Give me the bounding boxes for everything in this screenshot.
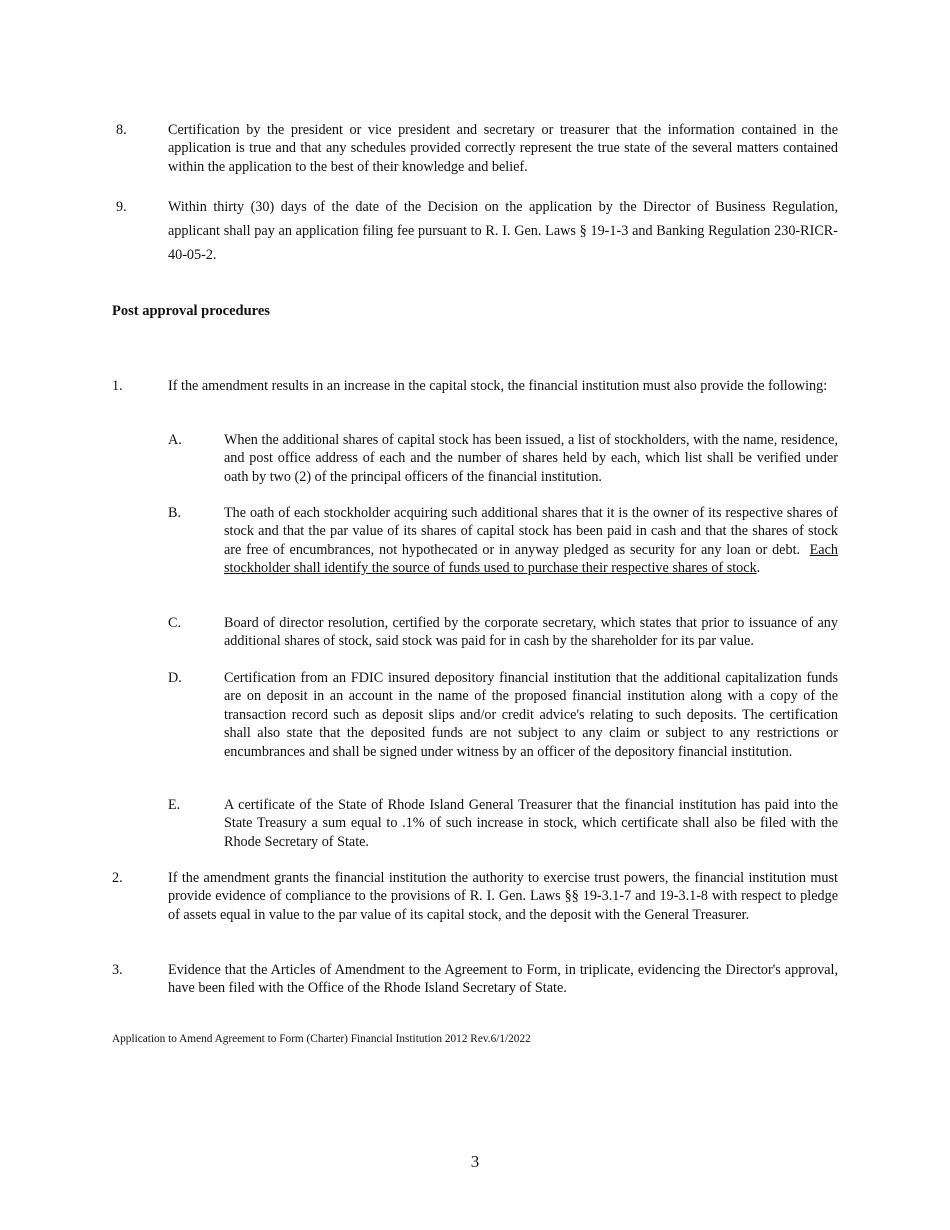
item-text: When the additional shares of capital stock has been issued, a list of stockholders, with the name, residence, and post office address of each and the number of shares held by each, which list shall be verified under oath by two (2) of the principal officers of the financial institution. (224, 432, 838, 485)
page-number: 3 (470, 1152, 480, 1171)
item-letter: E. (168, 797, 181, 813)
item-number: 1. (112, 378, 123, 394)
item-text-plain: The oath of each stockholder acquiring such additional shares that it is the owner of its respective shares of stock and that the par value of its shares of capital stock has been paid in cash and that the shares of stock are free of encumbrances, not hypothecated or in anyway pledged as security for any loan or debt. (224, 505, 838, 558)
item-text-end: . (756, 560, 761, 577)
item-letter: A. (168, 432, 182, 448)
item-text: If the amendment grants the financial institution the authority to exercise trust powers, the financial institution must provide evidence of compliance to the provisions of R. I. Gen. Laws §§ 19-3.1-7 and 19-3.1-8 with respect to pledge of assets equal in value to the par value of its capital stock, and the deposit with the General Treasurer. (168, 870, 838, 923)
section-heading: Post approval procedures (112, 303, 270, 319)
item-letter: D. (168, 670, 182, 686)
item-text: Board of director resolution, certified by the corporate secretary, which states that prior to issuance of any additional shares of stock, said stock was paid for in cash by the shareholder for its par value. (224, 615, 838, 650)
item-text: A certificate of the State of Rhode Island General Treasurer that the financial institution has paid into the State Treasury a sum equal to .1% of such increase in stock, which certificate shall also be filed with the Rhode Secretary of State. (224, 797, 838, 850)
item-text: Evidence that the Articles of Amendment to the Agreement to Form, in triplicate, evidencing the Director's approval, have been filed with the Office of the Rhode Island Secretary of State. (168, 962, 838, 997)
footer-text: Application to Amend Agreement to Form (Charter) Financial Institution 2012 Rev.6/1/2022 (112, 1033, 531, 1045)
item-text: Certification by the president or vice president and secretary or treasurer that the information contained in the application is true and that any schedules provided correctly represent the true state of the several matters contained within the application to the best of their knowledge and belief. (168, 122, 838, 175)
item-number: 2. (112, 870, 123, 886)
item-letter: C. (168, 615, 182, 631)
item-number: 3. (112, 962, 123, 978)
item-number: 9. (116, 199, 127, 215)
item-text: If the amendment results in an increase in the capital stock, the financial institution must also provide the following: (168, 378, 828, 394)
item-text (224, 504, 838, 578)
item-text-underlined: Each stockholder shall identify the source of funds used to purchase their respective shares of stock (224, 541, 838, 577)
item-text: Certification from an FDIC insured depository financial institution that the additional capitalization funds are on deposit in an account in the name of the proposed financial institution along with a copy of the transaction record such as deposit slips and/or credit advice's relating to such deposits. The certification shall also state that the deposited funds are not subject to any claim or subject to any restrictions or encumbrances and shall be signed under witness by an officer of the depository financial institution. (224, 670, 838, 760)
item-number: 8. (116, 122, 127, 138)
item-letter: B. (168, 505, 182, 521)
item-text: Within thirty (30) days of the date of the Decision on the application by the Director of Business Regulation, applicant shall pay an application filing fee pursuant to R. I. Gen. Laws § 19-1-3 and Banking Regulation 230-RICR-40-05-2. (168, 199, 838, 263)
